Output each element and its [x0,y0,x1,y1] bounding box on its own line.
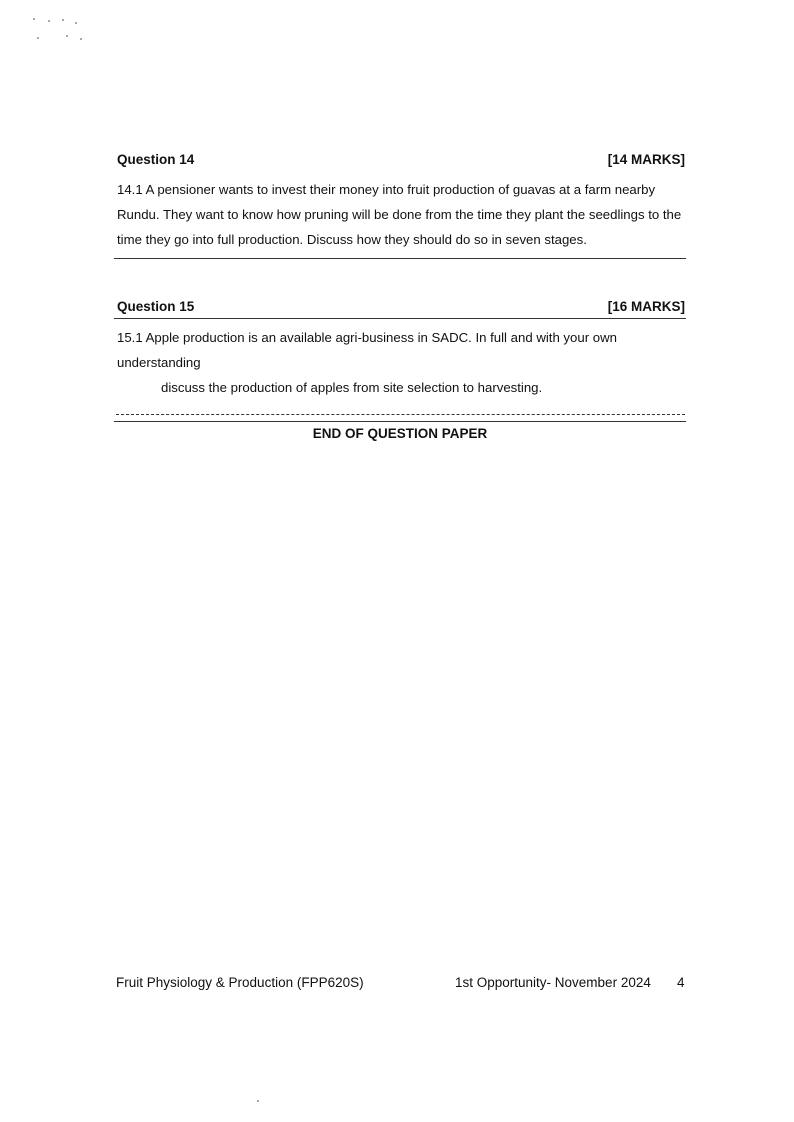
scan-artifact [80,38,82,40]
dashed-divider [116,414,685,415]
question-title: Question 14 [117,152,195,167]
scan-artifact [257,1100,259,1102]
question-text-line: discuss the production of apples from site selection to harvesting. [161,380,543,395]
header-underline [114,318,686,319]
question-title: Question 15 [117,299,195,314]
scan-artifact [62,19,64,21]
question-text-line: 15.1 Apple production is an available agri-business in SADC. In full and with your own understanding [117,330,617,370]
question-15-text [117,325,689,400]
section-divider [114,258,686,259]
footer-course: Fruit Physiology & Production (FPP620S) [116,975,364,990]
section-divider [114,421,686,422]
question-14-header [117,152,685,167]
page-number: 4 [677,975,685,990]
question-marks: [14 MARKS] [607,152,685,167]
question-marks: [16 MARKS] [607,299,685,314]
question-15-header [117,299,685,314]
end-of-paper-title: END OF QUESTION PAPER [312,426,488,441]
scan-artifact [48,20,50,22]
footer-opportunity: 1st Opportunity- November 2024 [455,975,651,990]
scan-artifact [66,35,68,37]
question-14-text: 14.1 A pensioner wants to invest their money into fruit production of guavas at a farm nearby Rundu. They want to know how pruning will be done from the time they plant the seedlings to the time they go into full production. Discuss how they should do so in seven stages. [117,182,682,247]
scan-artifact [37,37,39,39]
scan-artifact [75,22,77,24]
scan-artifact [33,18,35,20]
